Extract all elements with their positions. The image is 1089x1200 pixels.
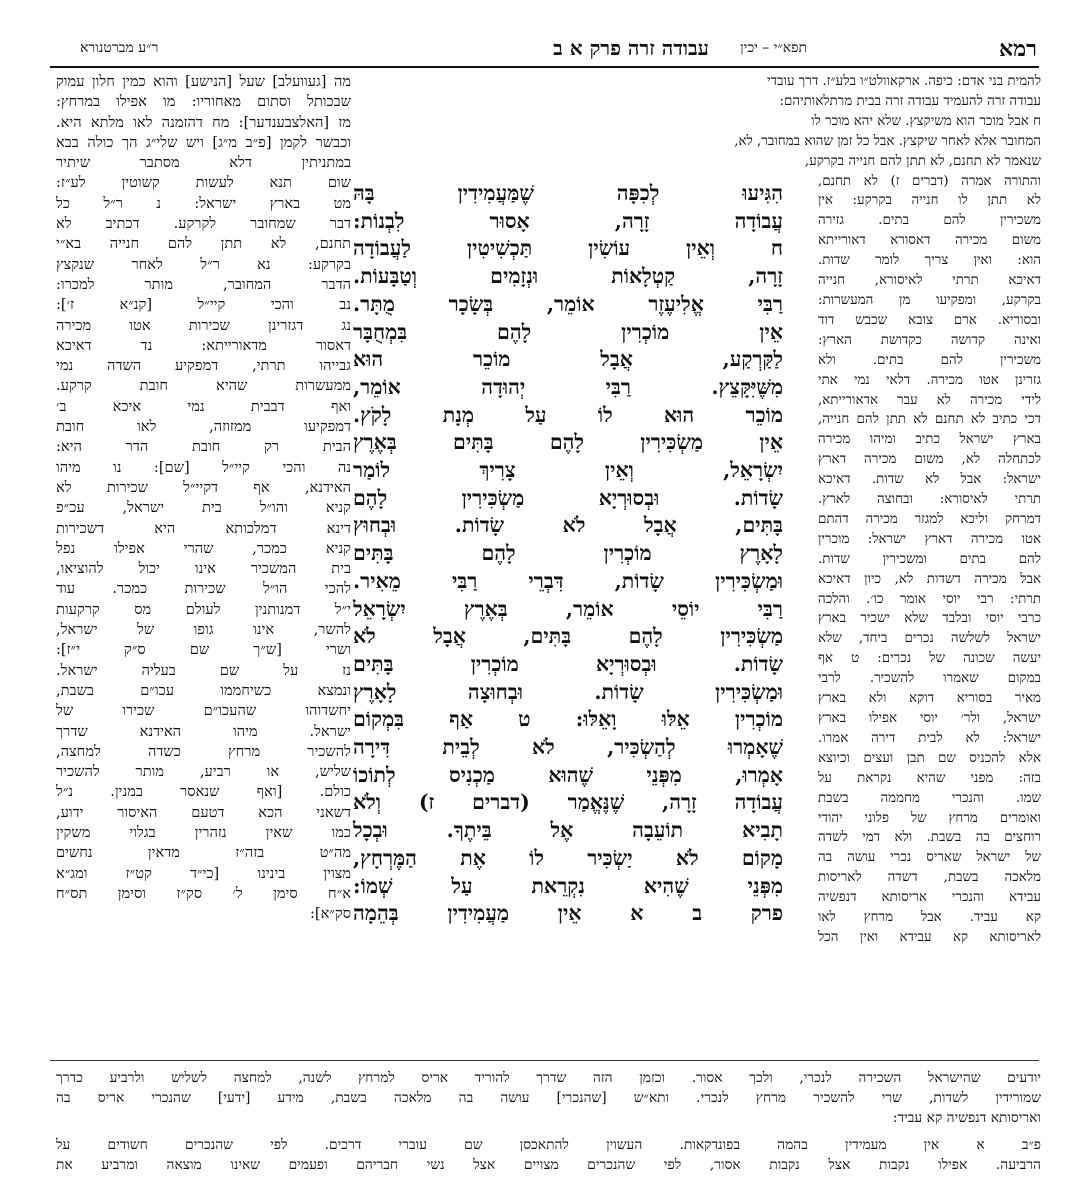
text-line: בארץ ישראל כתיב ומיהו מכירה [818, 432, 1041, 448]
text-line: פ״ב א אין מעמידין בהמה בפונדקאות. העשוין להתאכסן שם עוברי דרכים. לפי שהנכרים חשודים על [56, 1137, 1041, 1153]
text-line: תרתי: רבי יוסי אומר כו׳. והלכה [818, 591, 1041, 607]
text-line: עֲבוֹדָה זָרָה, אָסוּר לִבְנוֹת: [353, 208, 783, 233]
text-line: לא תתן לו חנייה בקרקע: אין [818, 193, 1041, 209]
tractate-title: עבודה זרה פרק א ב [553, 36, 709, 60]
text-line: ח אבל מוכר הוא משיקצץ. שלא יהא מוכר לו [811, 113, 1041, 129]
text-line: א״ח סימן ל׳ סק״ז וסימן תס״ח [56, 884, 351, 902]
text-line: קא עביד. אבל מרחץ לאו [818, 910, 1041, 926]
text-line: יִשְׂרָאֵל, וְאֵין צָרִיךְ לוֹמַר [353, 458, 783, 483]
text-line: וּמַשְׂכִּירִין שָׂדוֹת. וּבְחוּצָה לָאָרֶץ [353, 679, 783, 704]
bartenura-commentary [734, 72, 1041, 948]
text-line: הרביעה. אפילו נקבות אצל נקבות אסור, לפי שהנכרים מצויים אצל נשי חבריהם ופעמים שאינו מוצאה ומרביע את [56, 1157, 1041, 1174]
text-line: אֵין מוֹכְרִין לָהֶם בִּמְחֻבָּר [353, 319, 783, 344]
text-line: מה [געוועלב] שעל [הנישע] והוא כמין חלון עמוק [56, 73, 351, 90]
divider-line [50, 1060, 1039, 1061]
mishna-text [353, 180, 783, 928]
text-line: מצוין בינינו [כי״ד קט״ז ומג״א [56, 864, 351, 882]
text-line: מאיר בסוריא דוקא ולא בארץ [818, 691, 1041, 707]
text-line: ונמצא כשיחממו עכו״ם בשבת, [56, 681, 351, 699]
text-line: שָׂדוֹת. וּבְסוּרְיָא מַשְׂכִּירִין לָהֶם [353, 485, 783, 510]
text-line: שום תנא לעשות קשוטין לע״ז: [56, 174, 351, 192]
text-line: אֵין מַשְׂכִּירִין לָהֶם בָּתִּים בְּאֶרֶץ [353, 430, 783, 455]
text-line: יודעים שהישראל השכירה לנכרי, ולכך אסור. וכזמן הזה שדרך להוריד אריס למרחץ לשנה, למחצה לשליש ולרביע כדרך [56, 1070, 1041, 1086]
text-line: במתניתין דלא מסתבר שיתיר [56, 154, 351, 172]
text-line: להכי הו״ל שכירות כמכר. עוד [56, 580, 351, 598]
text-line: במקום שאמרו להשכיר. לרבי [818, 671, 1041, 687]
text-line: ממעשרות שהיא חובת קרקע. [56, 377, 351, 395]
text-line: תרתי לאיסורא: ובחוצה לארץ. [818, 492, 1041, 508]
text-line: דכי כתיב לא תחנם לא תתן להם חנייה, [818, 412, 1041, 428]
text-line: בית המשכיר אינו יכול להוציאו, [56, 560, 351, 578]
text-line: נז על שם בעליה ישראל. [56, 661, 351, 679]
text-line: קניא כמכר, שהרי אפילו נפל [56, 539, 351, 557]
text-line: הִגִּיעוּ לְכִפָּה שֶׁמַּעֲמִידִין בָּהּ [353, 181, 783, 205]
text-line: שָׂדוֹת. וּבְסוּרְיָא מוֹכְרִין בָּתִּים [353, 651, 783, 676]
text-line: מִשֶּׁיִּקָּצֵץ. רַבִּי יְהוּדָה אוֹמֵר, [353, 374, 783, 399]
text-line: המחובר אלא לאחר שיקצץ. אבל כל זמן שהוא במחובר, לא, [734, 133, 1041, 149]
next-chapter-commentary [56, 1135, 1041, 1175]
text-line: נב והכי קיי״ל [קנ״א ז׳]: [56, 296, 351, 314]
text-line: תָבִיא תוֹעֵבָה אֶל בֵּיתֶךָ. וּבְכָל [353, 818, 783, 843]
text-line: להמית בני אדם: כיפה. ארקאוולט״ו בלע״ז. דרך עובדי [767, 74, 1041, 89]
text-line: בקרקע, ומפקיעו מן המעשרות: [818, 292, 1041, 308]
text-line: משום מכירה דאסורא דאורייתא [818, 233, 1041, 249]
text-line: להם בתים ומשכירין שדות. [818, 551, 1041, 567]
text-line: בזה: מפני שהיא נקראת על [818, 770, 1041, 786]
text-line: מָקוֹם לֹא יַשְׂכִּיר לוֹ אֶת הַמֶּרְחָץ, [353, 845, 783, 870]
text-line: דשאני הכא דטעם האיסור ידוע, [56, 803, 351, 821]
text-line: הדבר המחובר, מותר למכרו: [56, 275, 351, 293]
text-line: זָרָה, קַטְלָאוֹת וּנְזָמִים וְטַבָּעוֹת. [353, 264, 783, 289]
text-line: שנאמר לא תחנם, לא תתן להם חנייה בקרקע, [804, 153, 1041, 169]
text-line: לכתחלה לא, משום מכירה דארץ [818, 452, 1041, 468]
text-line: י״ל דמנותנין לעולם מס קרקעות [56, 600, 351, 618]
text-line: דמפקיעו ממזוזה, לאו חובת [56, 418, 351, 436]
text-line: מוֹכֵר הוּא לוֹ עַל מְנָת לָקֹץ. [353, 402, 783, 427]
text-line: נג דגזרינן שכירות אטו מכירה [56, 316, 351, 334]
text-line: יעשה שכונה של נכרים: ט אף [818, 651, 1041, 667]
text-line: ואומרים מרחץ של פלוני יהודי [818, 810, 1041, 826]
text-line: ישראל. מיהו האידנא שדרך [56, 722, 351, 740]
text-line: רַבִּי יוֹסֵי אוֹמֵר, בְּאֶרֶץ יִשְׂרָאֵל [353, 596, 783, 621]
text-line: מז [האלצבענדער]: מח דהזמנה לאו מלתא היא. [56, 113, 351, 131]
text-line: אבל מכירה דשדות לא, כיון דאיכא [818, 571, 1041, 587]
text-line: מט בארץ ישראל: נ ר״ל כל [56, 194, 351, 212]
text-line: לידי מכירה לא עבר אדאורייתא, [818, 392, 1041, 408]
text-line: וּמַשְׂכִּירִין שָׂדוֹת, דִּבְרֵי רַבִּי מֵאִיר. [353, 568, 783, 593]
page-header [50, 30, 1039, 68]
bartenura-continuation [56, 1068, 1041, 1128]
text-line: שמורידין לשדות, שרי להשכיר מרחץ לנכרי. ותא״ש [שהנכרי] עושה בה מלאכה בשבת, מידע [ידעי] שהנכרי אריס בה [56, 1090, 1041, 1107]
text-line: שבכותל וסתום מאחוריו: מו אפילו במרחץ: [56, 93, 351, 111]
text-line: וכבשר לקמן [פ״ב מ״ג] ויש שלי״ג הך כולה בבא [56, 133, 351, 151]
text-line: רַבִּי אֱלִיעֶזֶר אוֹמֵר, בְּשָׂכָר מֻתָּר. [353, 291, 783, 316]
text-line: שמו. והנכרי מחממה בשבת [818, 790, 1041, 806]
text-line: להשר, אינו גופו של ישראל, [56, 621, 351, 639]
text-line: משכירין להם בתים. גזירה [818, 213, 1041, 229]
text-line: דאסור מדאורייתא: נד דאיכא [56, 336, 351, 354]
text-line: רוחצים בה בשבת. ולא דמי לשדה [818, 830, 1041, 846]
text-line: שֶׁאָמְרוּ לְהַשְׂכִּיר, לֹא לְבֵית דִּירָה [353, 735, 783, 760]
text-line: עבידא והנכרי אריסותא דנפשיה [818, 890, 1041, 906]
text-line: ובסוריא. ארם צובא שכבש דוד [818, 312, 1041, 328]
text-line: של ישראל שאריס נכרי עושה בה [818, 850, 1041, 866]
text-line: אטו מכירה דארץ ישראל: מוכרין [818, 531, 1041, 547]
text-line: תחנם, לא תתן להם חנייה בא״י [56, 235, 351, 253]
text-line: עבודה זרה להעמיד עבודה זרה בבית מרתלאותיהם: [779, 93, 1041, 109]
text-line: אלא להכניס שם תבן ועצים וכיוצא [818, 750, 1041, 766]
text-line: ושרי [ש״ך שם ס״ק י״ז]: [56, 641, 351, 659]
text-line: מוֹכְרִין אֵלּוּ וָאֵלּוּ: ט אַף בִּמְקוֹם [353, 707, 783, 732]
text-line: ואינה קדושה כקדושת הארץ: [818, 332, 1041, 348]
text-line: מה״ט בזה״ז מדאין נחשים [56, 844, 351, 862]
text-line: קניא והו״ל בית ישראל, עכ״פ [56, 499, 351, 517]
text-line: לָאָרֶץ מוֹכְרִין לָהֶם בָּתִּים [353, 541, 783, 566]
text-line: דאיכא תרתי לאיסורא, חנייה [818, 273, 1041, 289]
text-line: מלאכה בשבת, דשדה לאריסות [818, 870, 1041, 886]
text-line: מַשְׂכִּירִין לָהֶם בָּתִּים, אֲבָל לֹא [353, 624, 783, 649]
text-line: שליש, או רביע, מותר להשכיר [56, 763, 351, 781]
text-line: ישראל, ולר׳ יוסי אפילו בארץ [818, 711, 1041, 726]
text-line: כמו שאין נזהרין בגלוי משקין [56, 823, 351, 841]
text-line: לאריסותא קא עבידא ואין הכל [818, 929, 1041, 945]
text-line: ישראל: לא לבית דירה אמרו. [818, 730, 1041, 746]
text-line: ואריסותא דנפשיה קא עביד: [892, 1110, 1041, 1127]
page-number: רמא [999, 36, 1037, 62]
text-line: ישראל: אבל לא שדות. דאיכא [818, 472, 1041, 488]
text-line: להשכיר מרחץ כשדה למחצה, [56, 742, 351, 760]
text-line: משכירין להם בתים. ולא [818, 352, 1041, 368]
text-line: גזרינן אטו מכירה. דלאי נמי אתי [818, 372, 1041, 388]
text-line: הוא: ואין צריך לומר שדות. [818, 253, 1041, 269]
text-line: מִפְּנֵי שֶׁהִיא נִקְרֵאת עַל שְׁמוֹ: [353, 873, 783, 898]
text-line: עֲבוֹדָה זָרָה, שֶׁנֶּאֱמַר (דברים ז) וְלֹא [353, 790, 783, 815]
text-line: דינא דמלכותא היא דשכירות [56, 519, 351, 537]
text-line: האידנא, אף דקיי״ל שכירות לא [56, 478, 351, 496]
text-line: דבר שמחובר לקרקע. דכתיב לא [56, 215, 351, 233]
text-line: דמרחק וליכא למגזר מכירה דהתם [818, 511, 1041, 527]
text-line: ואף דבבית נמי איכא ב׳ [56, 397, 351, 415]
text-line: בקרקע: נא ר״ל לאחר שנקצץ [56, 255, 351, 273]
years-label: תפא״י – יכין [740, 40, 807, 56]
text-line: הבית רק חובת הדר היא: [56, 438, 351, 456]
text-line: כרבי יוסי ובלבד שלא ישכיר בארץ [818, 611, 1041, 627]
text-line: ישראל לשלשה נכרים ביחד, שלא [818, 631, 1041, 647]
tiferet-yisrael-notes [56, 72, 351, 924]
text-line: ח וְאֵין עוֹשִׂין תַּכְשִׁיטִין לַעֲבוֹדָה [353, 236, 783, 261]
text-line: בָּתִּים, אֲבָל לֹא שָׂדוֹת. וּבְחוּץ [353, 513, 783, 538]
text-line: והתורה אמרה (דברים ז) לא תחנם, [818, 173, 1041, 189]
text-line: אָמְרוּ, מִפְּנֵי שֶׁהוּא מַכְנִיס לְתוֹכוֹ [353, 762, 783, 787]
text-line: פרק ב א אֵין מַעֲמִידִין בְּהֵמָה [353, 901, 783, 926]
text-line: לַקַּרְקַע, אֲבָל מוֹכֵר הוּא [353, 347, 783, 372]
text-line: נה והכי קיי״ל [שם]: נו מיהו [56, 458, 351, 476]
text-line: כולם. [ואף שנאסר במנין. נ״ל [56, 783, 351, 801]
text-line: סק״א]: [309, 905, 351, 923]
text-line: יחשדוהו שהעכו״ם שכירו של [56, 702, 351, 720]
commentary-label: ר״ע מברטנורא [80, 40, 159, 56]
text-line: גבייהו תרתי, דמפקיע השדה נמי [56, 357, 351, 375]
